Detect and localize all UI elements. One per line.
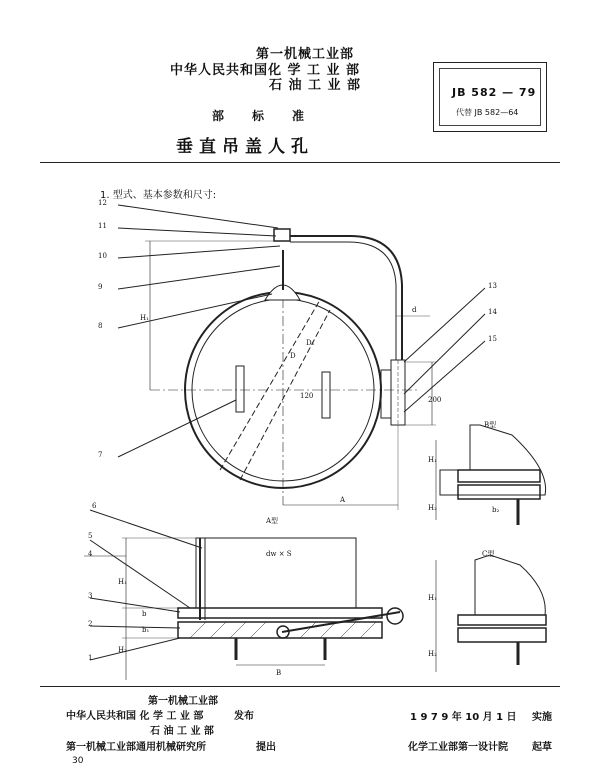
part-label: 8 (98, 322, 103, 330)
dim-H1-c: H₁ (428, 594, 437, 602)
dim-h1: H₁ (140, 314, 149, 322)
dim-b2-b: b₂ (492, 506, 500, 514)
dim-b-a: b (142, 610, 147, 618)
dim-dw-S: dw × S (266, 550, 292, 558)
part-label: 14 (488, 308, 497, 316)
part-label: 5 (88, 532, 93, 540)
part-label: 13 (488, 282, 497, 290)
dept-standard-2: 标 (252, 109, 265, 123)
footer-propose: 提出 (256, 742, 276, 753)
part-label: 11 (98, 222, 107, 230)
issuer-1: 第一机械工业部 (255, 47, 354, 62)
part-label: 15 (488, 335, 497, 343)
dept-standard-3: 准 (292, 109, 305, 123)
footer-issuer-3: 石 油 工 业 部 (150, 726, 214, 737)
dim-D1: D₁ (306, 339, 315, 347)
dim-H1-b: H₁ (428, 456, 437, 464)
footer-issuer-2: 中华人民共和国 化 学 工 业 部 (66, 711, 204, 722)
issuer-3: 石 油 工 业 部 (268, 78, 362, 93)
dim-H1-a: H₁ (118, 578, 127, 586)
dim-120: 120 (300, 392, 314, 400)
dept-standard-1: 部 (212, 109, 225, 123)
part-label: 7 (98, 451, 103, 459)
footer-publish: 发布 (234, 711, 254, 722)
part-label: 1 (88, 654, 93, 662)
part-label: 9 (98, 283, 103, 291)
standard-code: JB 582 — 79 (452, 86, 537, 99)
dim-200: 200 (428, 396, 442, 404)
dim-d: d (412, 306, 417, 314)
view-a-label: A型 (266, 517, 279, 525)
footer-drafter: 化学工业部第一设计院 (408, 742, 508, 753)
view-b-label: B型 (484, 421, 497, 429)
dim-b1-a: b₁ (142, 626, 150, 634)
page-number: 30 (72, 756, 84, 766)
part-label: 3 (88, 592, 93, 600)
issuer-2: 中华人民共和国化 学 工 业 部 (169, 63, 361, 78)
view-c-label: C型 (482, 550, 495, 558)
footer-draft: 起草 (532, 742, 552, 753)
section-caption: 1. 型式、基本参数和尺寸: (100, 190, 217, 201)
part-label: 4 (88, 550, 93, 558)
footer-rule (40, 686, 560, 687)
dim-B: B (276, 669, 282, 677)
part-label: 12 (98, 199, 107, 207)
footer-issuer-1: 第一机械工业部 (148, 696, 218, 707)
dim-H2-a: H₂ (118, 646, 127, 654)
footer-implement: 实施 (532, 712, 552, 723)
footer-proposer: 第一机械工业部通用机械研究所 (66, 742, 206, 753)
dim-H2-c: H₂ (428, 650, 437, 658)
part-label: 10 (98, 252, 107, 260)
dim-H2-b: H₂ (428, 504, 437, 512)
page-title: 垂直吊盖人孔 (176, 137, 314, 157)
part-label: 6 (92, 502, 97, 510)
dim-D: D (290, 352, 296, 360)
dim-A: A (340, 496, 346, 504)
footer-date: 1 9 7 9 年 10 月 1 日 (410, 712, 517, 723)
replaces-code: 代替 JB 582—64 (456, 108, 519, 117)
part-label: 2 (88, 620, 93, 628)
